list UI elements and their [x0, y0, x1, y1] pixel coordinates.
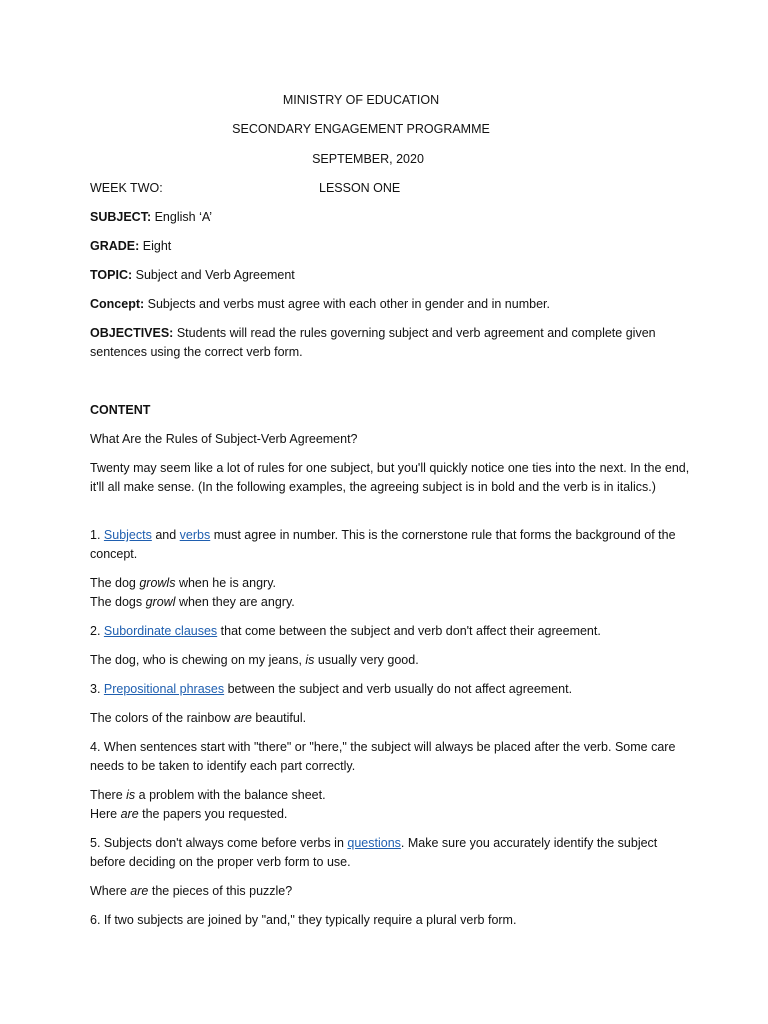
- rule-1: 1. Subjects and verbs must agree in number. This is the cornerstone rule that forms the background of the concept.: [90, 528, 676, 561]
- subject-value: English ‘A’: [151, 210, 213, 224]
- example-1a: The dog growls when he is angry.: [90, 576, 276, 590]
- concept-line: [90, 295, 550, 314]
- topic-line: [90, 266, 295, 285]
- example-4a: There is a problem with the balance sheet.: [90, 788, 326, 802]
- example-2: The dog, who is chewing on my jeans, is usually very good.: [90, 653, 419, 667]
- topic-label: TOPIC:: [90, 268, 133, 282]
- rules-question: What Are the Rules of Subject-Verb Agreement?: [90, 432, 358, 446]
- verbs-link[interactable]: verbs: [179, 528, 211, 542]
- lesson-label: LESSON ONE: [319, 181, 401, 195]
- content-heading: CONTENT: [90, 403, 151, 417]
- subject-line: [90, 208, 212, 227]
- grade-line: [90, 237, 171, 256]
- concept-label: Concept:: [90, 297, 145, 311]
- questions-link[interactable]: questions: [347, 836, 401, 850]
- example-5: Where are the pieces of this puzzle?: [90, 884, 293, 898]
- subject-label: SUBJECT:: [90, 210, 152, 224]
- rule-4: 4. When sentences start with "there" or "here," the subject will always be placed after the verb. Some care needs to be taken to identify each part correctly.: [90, 740, 676, 773]
- rule-2: 2. Subordinate clauses that come between the subject and verb don't affect their agreement.: [90, 624, 601, 638]
- topic-value: Subject and Verb Agreement: [132, 268, 295, 282]
- programme-heading: SECONDARY ENGAGEMENT PROGRAMME: [232, 122, 490, 136]
- example-1b: The dogs growl when they are angry.: [90, 595, 295, 609]
- grade-label: GRADE:: [90, 239, 140, 253]
- example-4b: Here are the papers you requested.: [90, 807, 288, 821]
- concept-value: Subjects and verbs must agree with each other in gender and in number.: [144, 297, 550, 311]
- rule-5: 5. Subjects don't always come before verbs in questions. Make sure you accurately identify the subject before deciding on the proper verb form to use.: [90, 836, 658, 869]
- subjects-link[interactable]: Subjects: [103, 528, 152, 542]
- objectives-paragraph: [90, 324, 690, 362]
- objectives-label: OBJECTIVES:: [90, 326, 174, 340]
- grade-value: Eight: [139, 239, 172, 253]
- date-heading: SEPTEMBER, 2020: [312, 152, 424, 166]
- objectives-value: Students will read the rules governing subject and verb agreement and complete given sentences using the correct verb form.: [90, 326, 656, 359]
- rule-6: 6. If two subjects are joined by "and," they typically require a plural verb form.: [90, 913, 517, 927]
- ministry-heading: MINISTRY OF EDUCATION: [282, 93, 440, 107]
- subordinate-clauses-link[interactable]: Subordinate clauses: [103, 624, 218, 638]
- intro-paragraph: Twenty may seem like a lot of rules for one subject, but you'll quickly notice one ties into the next. In the end, it'll all make sense. (In the following examples, the agreeing subject is in bold and the verb is in italics.): [90, 461, 690, 494]
- example-3: The colors of the rainbow are beautiful.: [90, 711, 307, 725]
- week-label: WEEK TWO:: [90, 181, 163, 195]
- prepositional-phrases-link[interactable]: Prepositional phrases: [103, 682, 225, 696]
- rule-3: 3. Prepositional phrases between the subject and verb usually do not affect agreement.: [90, 682, 573, 696]
